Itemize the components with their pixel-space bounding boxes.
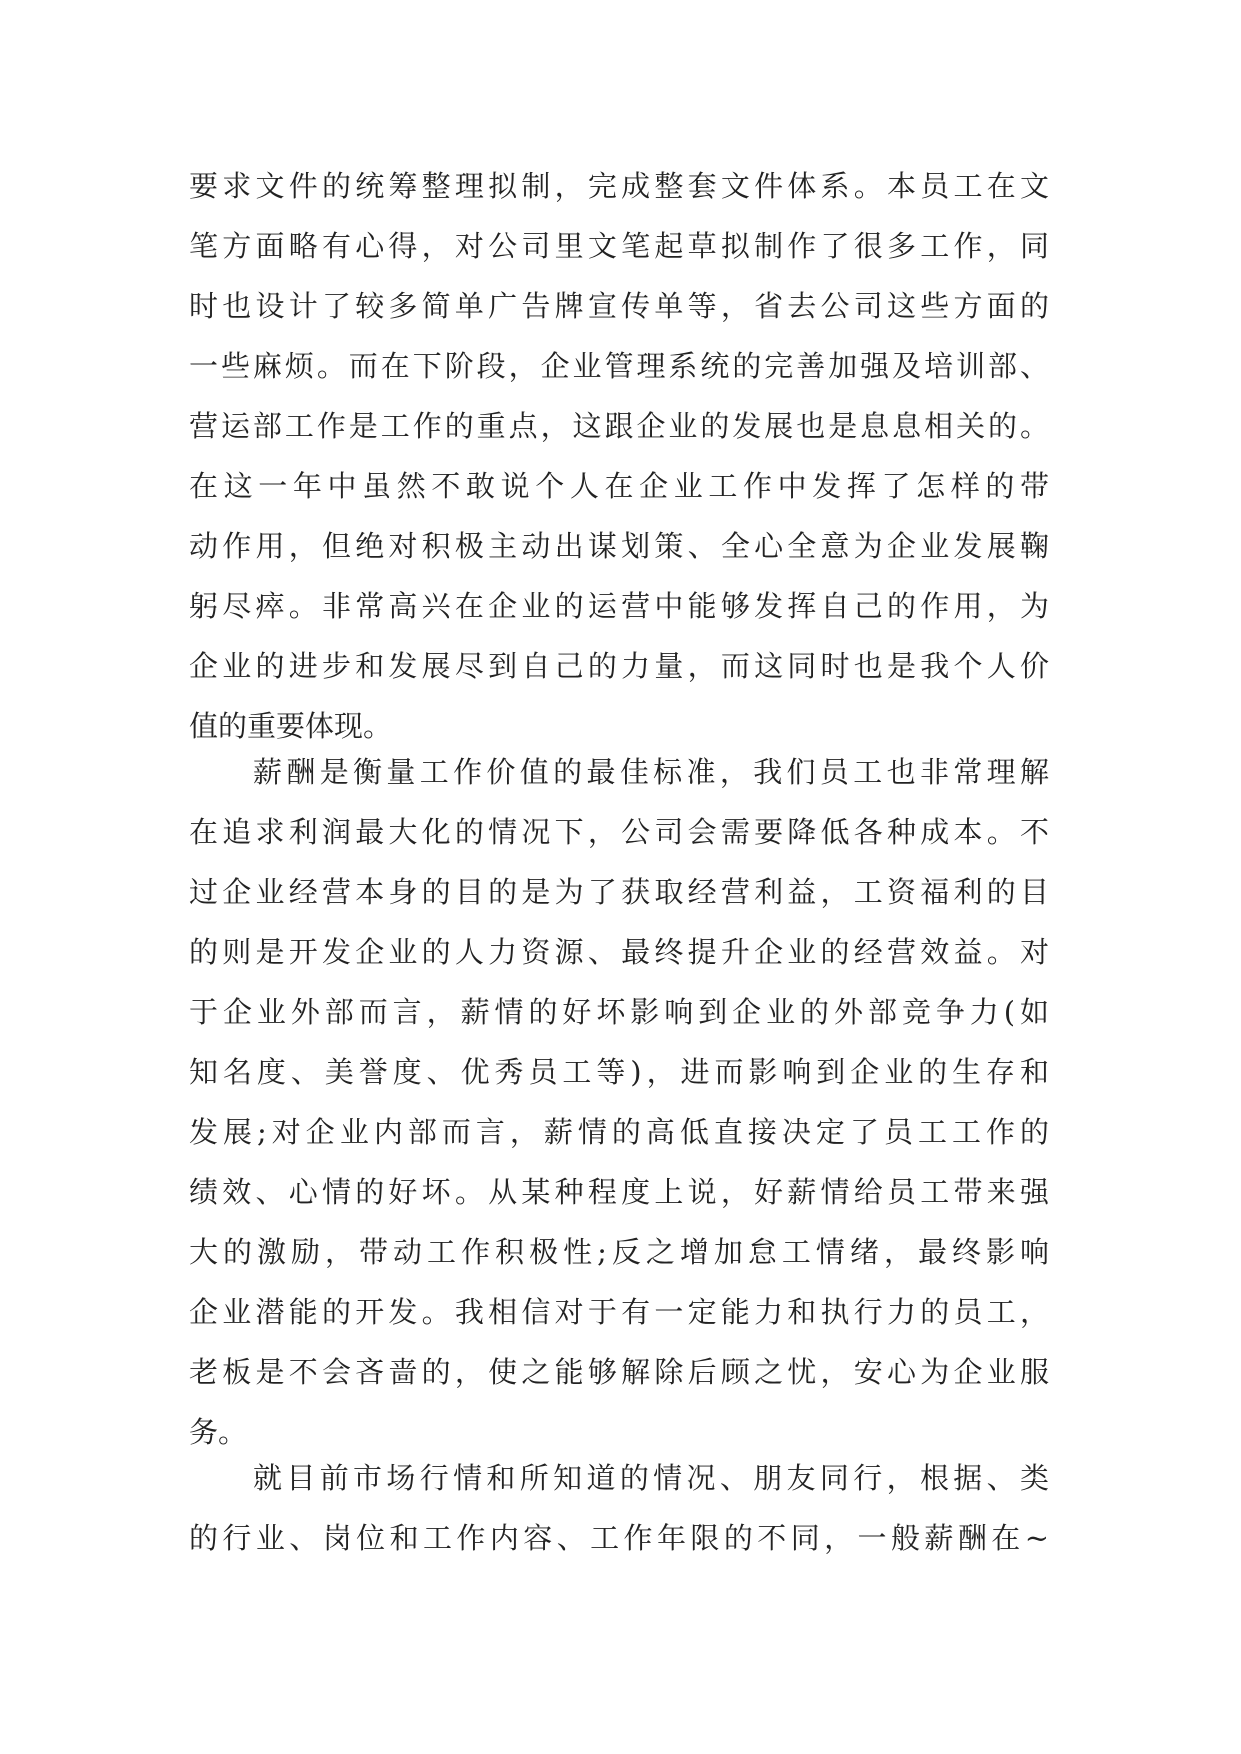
paragraph-line: 企业潜能的开发。我相信对于有一定能力和执行力的员工，: [189, 1295, 1049, 1329]
paragraph-line: 的行业、岗位和工作内容、工作年限的不同，一般薪酬在~: [189, 1521, 1049, 1555]
paragraph-3: [189, 1448, 1049, 1568]
paragraph-2: [189, 742, 1049, 1462]
paragraph-line: 动作用，但绝对积极主动出谋划策、全心全意为企业发展鞠: [189, 529, 1049, 563]
paragraph-line: 过企业经营本身的目的是为了获取经营利益，工资福利的目: [189, 875, 1049, 909]
paragraph-line: 营运部工作是工作的重点，这跟企业的发展也是息息相关的。: [189, 409, 1049, 443]
paragraph-line: 笔方面略有心得，对公司里文笔起草拟制作了很多工作，同: [189, 229, 1049, 263]
paragraph-line: 时也设计了较多简单广告牌宣传单等，省去公司这些方面的: [189, 289, 1049, 323]
paragraph-line: 发展;对企业内部而言，薪情的高低直接决定了员工工作的: [189, 1115, 1049, 1149]
paragraph-line: 老板是不会吝啬的，使之能够解除后顾之忧，安心为企业服: [189, 1355, 1049, 1389]
paragraph-1: [189, 156, 1049, 756]
paragraph-line: 知名度、美誉度、优秀员工等)，进而影响到企业的生存和: [189, 1055, 1049, 1089]
paragraph-line: 于企业外部而言，薪情的好坏影响到企业的外部竞争力(如: [189, 995, 1049, 1029]
paragraph-line: 躬尽瘁。非常高兴在企业的运营中能够发挥自己的作用，为: [189, 589, 1049, 623]
paragraph-line: 务。: [189, 1415, 248, 1449]
paragraph-line: 在这一年中虽然不敢说个人在企业工作中发挥了怎样的带: [189, 469, 1049, 503]
paragraph-line: 在追求利润最大化的情况下，公司会需要降低各种成本。不: [189, 815, 1049, 849]
paragraph-line: 就目前市场行情和所知道的情况、朋友同行，根据、类: [253, 1461, 1049, 1495]
paragraph-line: 一些麻烦。而在下阶段，企业管理系统的完善加强及培训部、: [189, 349, 1049, 383]
paragraph-line: 企业的进步和发展尽到自己的力量，而这同时也是我个人价: [189, 649, 1049, 683]
paragraph-line: 要求文件的统筹整理拟制，完成整套文件体系。本员工在文: [189, 169, 1049, 203]
paragraph-line: 的则是开发企业的人力资源、最终提升企业的经营效益。对: [189, 935, 1049, 969]
paragraph-line: 值的重要体现。: [189, 709, 393, 743]
paragraph-line: 绩效、心情的好坏。从某种程度上说，好薪情给员工带来强: [189, 1175, 1049, 1209]
paragraph-line: 薪酬是衡量工作价值的最佳标准，我们员工也非常理解: [253, 755, 1049, 789]
paragraph-line: 大的激励，带动工作积极性;反之增加怠工情绪，最终影响: [189, 1235, 1049, 1269]
